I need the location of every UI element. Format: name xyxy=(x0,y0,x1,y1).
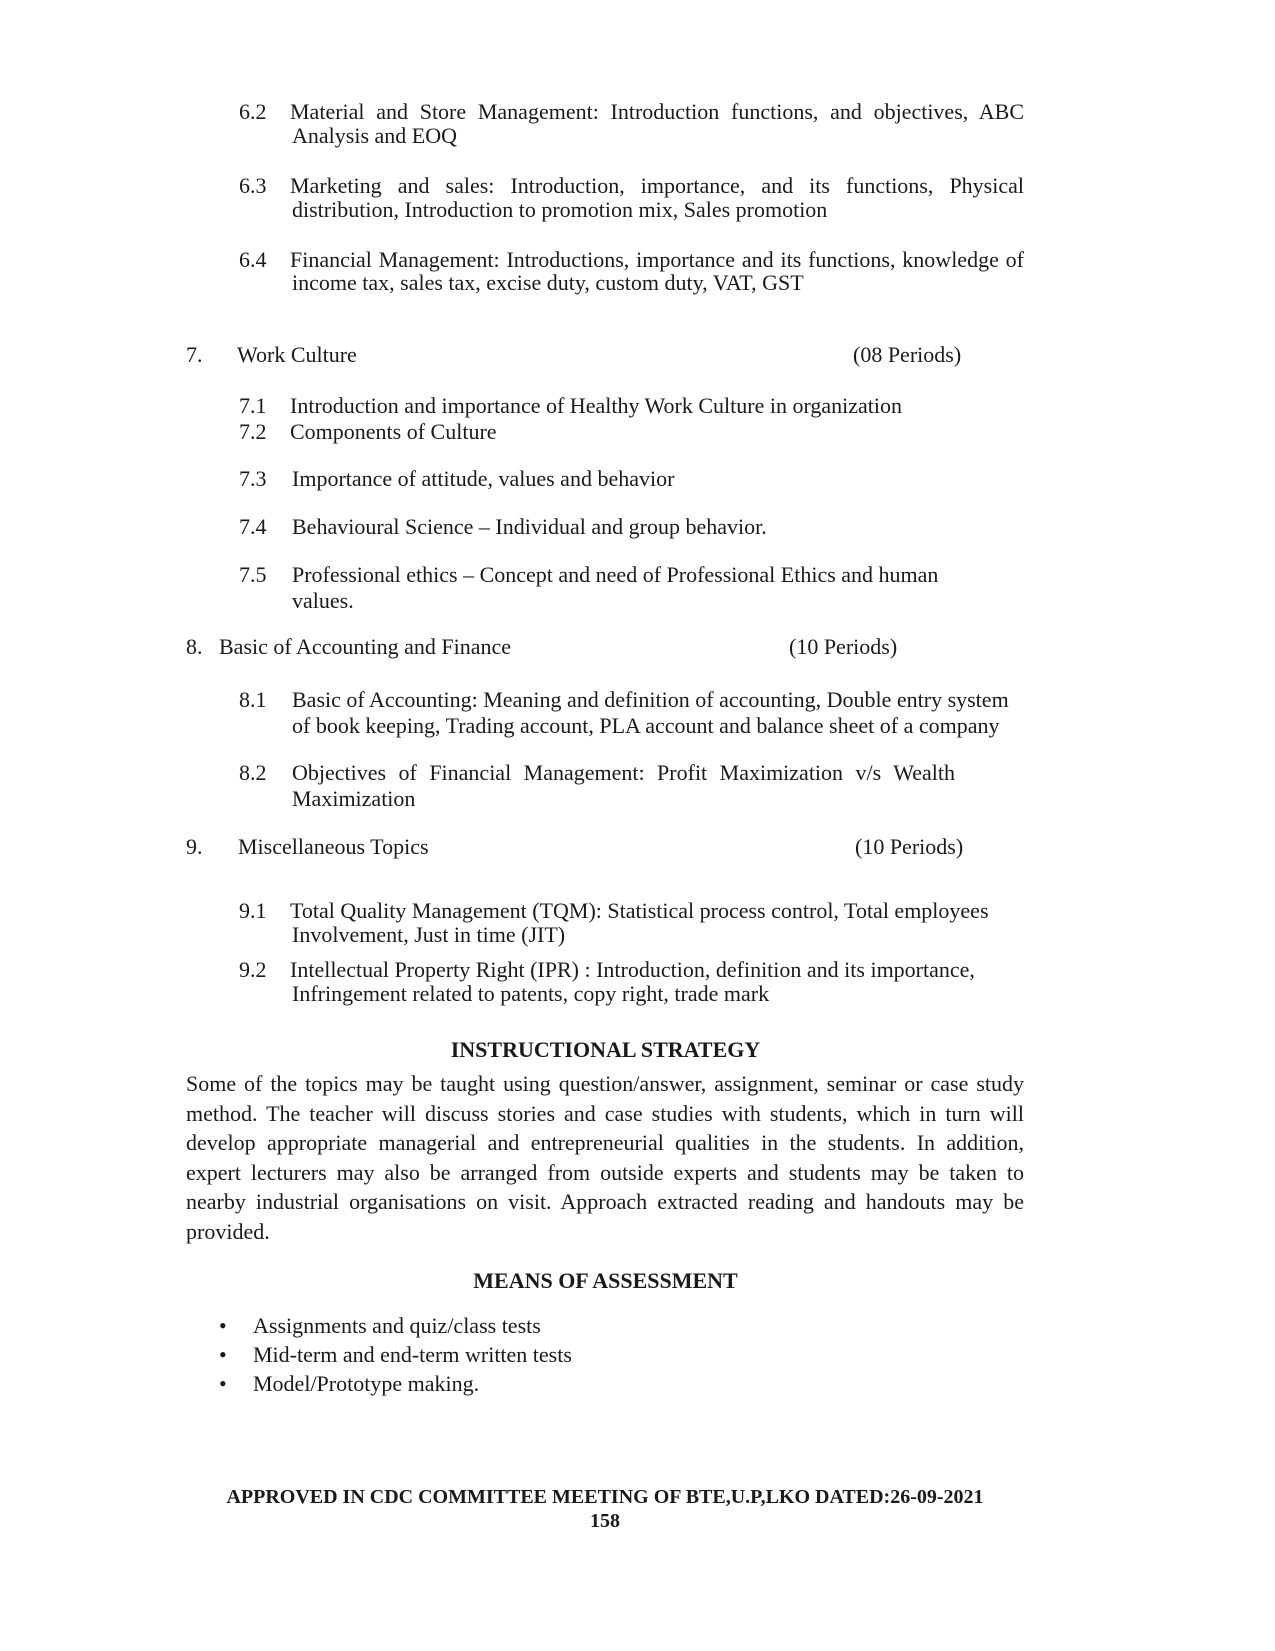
subsection-line: of book keeping, Trading account, PLA account and balance sheet of a company xyxy=(292,713,1000,738)
subsection-number: 7.1 xyxy=(239,393,267,418)
subsection-line: Intellectual Property Right (IPR) : Introduction, definition and its importance, xyxy=(290,957,975,982)
subsection-number: 7.5 xyxy=(239,562,267,587)
subsection-number: 6.4 xyxy=(239,247,267,272)
instructional-strategy-paragraph: Some of the topics may be taught using question/answer, assignment, seminar or case study method. The teacher will discuss stories and case studies with students, which in turn will develop appropriate managerial and entrepreneurial qualities in the students. In addition, expert lecturers may also be arranged from outside experts and students may be taken to nearby industrial organisations on visit. Approach extracted reading and handouts may be provided. xyxy=(186,1071,1024,1244)
subsection-line: Behavioural Science – Individual and group behavior. xyxy=(292,514,767,539)
subsection-line: Components of Culture xyxy=(290,419,497,444)
assessment-heading: MEANS OF ASSESSMENT xyxy=(473,1268,738,1293)
page-number: 158 xyxy=(590,1510,620,1532)
section-number: 9. xyxy=(186,834,203,859)
section-periods: (10 Periods) xyxy=(789,634,898,659)
bullet-icon: • xyxy=(219,1313,227,1338)
subsection-number: 6.3 xyxy=(239,173,267,198)
subsection-line: Introduction and importance of Healthy Work Culture in organization xyxy=(290,393,903,418)
section-number: 7. xyxy=(186,342,203,367)
subsection-line: Financial Management: Introductions, importance and its functions, knowledge of xyxy=(290,247,1024,272)
subsection-line: Material and Store Management: Introduction functions, and objectives, ABC xyxy=(290,99,1024,124)
subsection-line: income tax, sales tax, excise duty, custom duty, VAT, GST xyxy=(292,270,804,295)
subsection-line: Analysis and EOQ xyxy=(292,123,457,148)
subsection-number: 8.1 xyxy=(239,687,267,712)
subsection-number: 7.2 xyxy=(239,419,267,444)
subsection-line: Objectives of Financial Management: Profit Maximization v/s Wealth xyxy=(292,760,955,785)
section-title: Work Culture xyxy=(237,342,357,367)
subsection-number: 7.3 xyxy=(239,466,267,491)
subsection-number: 7.4 xyxy=(239,514,267,539)
subsection-line: Professional ethics – Concept and need of Professional Ethics and human xyxy=(292,562,939,587)
subsection-line: distribution, Introduction to promotion mix, Sales promotion xyxy=(292,197,828,222)
section-number: 8. xyxy=(186,634,203,659)
subsection-number: 9.1 xyxy=(239,898,267,923)
list-item-text: Mid-term and end-term written tests xyxy=(253,1342,572,1367)
subsection-line: Importance of attitude, values and behavior xyxy=(292,466,675,491)
section-periods: (08 Periods) xyxy=(853,342,962,367)
subsection-line: Marketing and sales: Introduction, importance, and its functions, Physical xyxy=(290,173,1024,198)
subsection-line: Maximization xyxy=(292,786,416,811)
subsection-number: 8.2 xyxy=(239,760,267,785)
instructional-strategy-heading: INSTRUCTIONAL STRATEGY xyxy=(450,1037,761,1062)
list-item-text: Model/Prototype making. xyxy=(253,1371,480,1396)
section-title: Basic of Accounting and Finance xyxy=(219,634,512,659)
section-title: Miscellaneous Topics xyxy=(238,834,429,859)
bullet-icon: • xyxy=(219,1342,227,1367)
subsection-number: 6.2 xyxy=(239,99,267,124)
subsection-number: 9.2 xyxy=(239,957,267,982)
subsection-line: Total Quality Management (TQM): Statistical process control, Total employees xyxy=(290,898,989,923)
subsection-line: Involvement, Just in time (JIT) xyxy=(292,922,566,947)
subsection-line: values. xyxy=(292,588,354,613)
bullet-icon: • xyxy=(219,1371,227,1396)
subsection-line: Infringement related to patents, copy right, trade mark xyxy=(292,981,770,1006)
subsection-line: Basic of Accounting: Meaning and definition of accounting, Double entry system xyxy=(292,687,1009,712)
list-item-text: Assignments and quiz/class tests xyxy=(253,1313,541,1338)
section-periods: (10 Periods) xyxy=(855,834,964,859)
approval-footer: APPROVED IN CDC COMMITTEE MEETING OF BTE,U.P,LKO DATED:26-09-2021 xyxy=(226,1486,984,1508)
